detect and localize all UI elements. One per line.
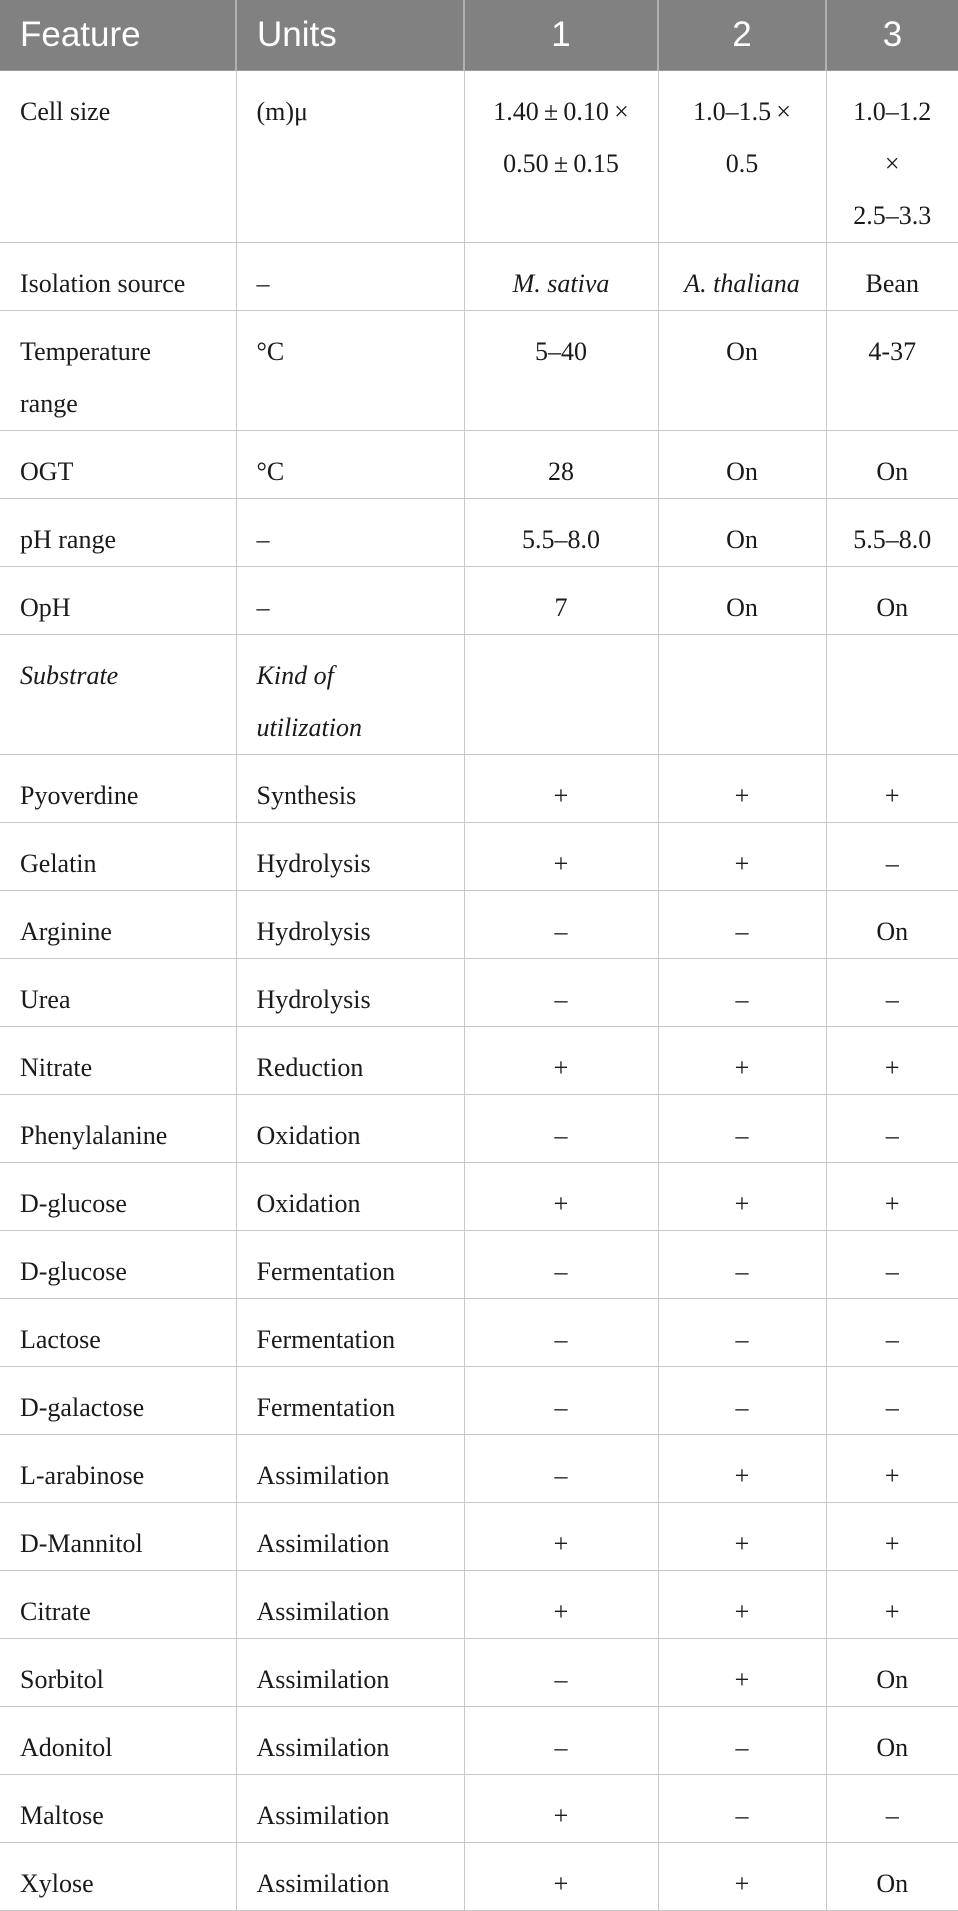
table-row	[0, 1095, 958, 1163]
table-row	[0, 1163, 958, 1231]
cell-units: °C	[236, 431, 464, 499]
cell-feature: Cell size	[0, 71, 236, 243]
cell-col-3	[826, 635, 958, 755]
header-col-3: 3	[826, 0, 958, 71]
cell-col-1: –	[464, 1095, 658, 1163]
cell-line: utilization	[257, 702, 444, 754]
table-row	[0, 1707, 958, 1775]
cell-col-2: –	[658, 1707, 826, 1775]
table-row	[0, 567, 958, 635]
cell-col-1: –	[464, 1299, 658, 1367]
cell-col-1: –	[464, 1435, 658, 1503]
header-col-2: 2	[658, 0, 826, 71]
cell-col-2	[658, 635, 826, 755]
cell-col-1: –	[464, 959, 658, 1027]
cell-units: –	[236, 499, 464, 567]
cell-col-1: 5–40	[464, 311, 658, 431]
cell-feature: Maltose	[0, 1775, 236, 1843]
cell-feature: D-glucose	[0, 1231, 236, 1299]
table-row	[0, 431, 958, 499]
cell-col-1: M. sativa	[464, 243, 658, 311]
cell-col-3: 4-37	[826, 311, 958, 431]
cell-col-1: +	[464, 1571, 658, 1639]
cell-feature: L-arabinose	[0, 1435, 236, 1503]
cell-col-3: –	[826, 959, 958, 1027]
cell-col-2: On	[658, 431, 826, 499]
cell-col-3	[826, 71, 958, 243]
cell-col-1: +	[464, 755, 658, 823]
cell-col-2: +	[658, 1843, 826, 1911]
table-row	[0, 243, 958, 311]
cell-col-3: –	[826, 1775, 958, 1843]
cell-units: Reduction	[236, 1027, 464, 1095]
cell-col-3: –	[826, 1367, 958, 1435]
cell-line: ×	[827, 138, 958, 190]
table-row	[0, 1775, 958, 1843]
cell-col-1: 5.5–8.0	[464, 499, 658, 567]
cell-col-3: On	[826, 1843, 958, 1911]
cell-units: Fermentation	[236, 1231, 464, 1299]
cell-col-2: On	[658, 567, 826, 635]
table-row	[0, 959, 958, 1027]
table-row	[0, 311, 958, 431]
cell-feature: Arginine	[0, 891, 236, 959]
table-row	[0, 1435, 958, 1503]
cell-units: Hydrolysis	[236, 891, 464, 959]
cell-col-2: +	[658, 1027, 826, 1095]
cell-col-3: –	[826, 1231, 958, 1299]
cell-col-1: +	[464, 1843, 658, 1911]
header-col-1: 1	[464, 0, 658, 71]
cell-units: Assimilation	[236, 1571, 464, 1639]
cell-col-2: +	[658, 1435, 826, 1503]
cell-col-3: +	[826, 755, 958, 823]
cell-col-2: –	[658, 959, 826, 1027]
table-row	[0, 891, 958, 959]
cell-col-3: –	[826, 1095, 958, 1163]
cell-col-1: 7	[464, 567, 658, 635]
cell-units: Oxidation	[236, 1163, 464, 1231]
cell-units: Synthesis	[236, 755, 464, 823]
cell-col-2: –	[658, 1775, 826, 1843]
cell-col-3: On	[826, 891, 958, 959]
cell-col-3: +	[826, 1503, 958, 1571]
cell-feature	[0, 311, 236, 431]
cell-units: Oxidation	[236, 1095, 464, 1163]
cell-line: 0.5	[659, 138, 826, 190]
table-row	[0, 755, 958, 823]
cell-units: Assimilation	[236, 1503, 464, 1571]
cell-col-3: 5.5–8.0	[826, 499, 958, 567]
cell-line: 2.5–3.3	[827, 190, 958, 242]
cell-feature: D-glucose	[0, 1163, 236, 1231]
table-row	[0, 823, 958, 891]
cell-units: (m)μ	[236, 71, 464, 243]
cell-col-1	[464, 635, 658, 755]
cell-units	[236, 635, 464, 755]
cell-col-1: –	[464, 891, 658, 959]
cell-line: Kind of	[257, 650, 444, 702]
cell-col-1: +	[464, 1163, 658, 1231]
cell-units: Assimilation	[236, 1639, 464, 1707]
cell-col-2: –	[658, 1299, 826, 1367]
cell-col-2: +	[658, 1639, 826, 1707]
cell-col-2: +	[658, 1571, 826, 1639]
cell-line: Temperature	[20, 326, 216, 378]
cell-units: Hydrolysis	[236, 959, 464, 1027]
cell-feature: Substrate	[0, 635, 236, 755]
header-feature: Feature	[0, 0, 236, 71]
cell-line: range	[20, 378, 216, 430]
cell-col-1: +	[464, 1027, 658, 1095]
cell-col-1: +	[464, 1775, 658, 1843]
cell-col-3: On	[826, 1707, 958, 1775]
table-row	[0, 71, 958, 243]
cell-feature: D-Mannitol	[0, 1503, 236, 1571]
cell-col-1: –	[464, 1367, 658, 1435]
cell-col-1: +	[464, 823, 658, 891]
cell-col-3: +	[826, 1163, 958, 1231]
cell-feature: Nitrate	[0, 1027, 236, 1095]
cell-feature: Citrate	[0, 1571, 236, 1639]
cell-feature: Urea	[0, 959, 236, 1027]
cell-line: 0.50 ± 0.15	[465, 138, 658, 190]
cell-col-2: –	[658, 1231, 826, 1299]
cell-feature: Isolation source	[0, 243, 236, 311]
table-row	[0, 635, 958, 755]
cell-col-1	[464, 71, 658, 243]
cell-units: Assimilation	[236, 1707, 464, 1775]
cell-col-1: –	[464, 1707, 658, 1775]
cell-line: 1.40 ± 0.10 ×	[465, 86, 658, 138]
cell-units: °C	[236, 311, 464, 431]
cell-col-2: –	[658, 891, 826, 959]
table-header	[0, 0, 958, 71]
cell-col-1: +	[464, 1503, 658, 1571]
cell-col-2: On	[658, 499, 826, 567]
cell-units: –	[236, 567, 464, 635]
table-row	[0, 1571, 958, 1639]
cell-col-1: –	[464, 1639, 658, 1707]
cell-col-3: +	[826, 1027, 958, 1095]
cell-col-1: –	[464, 1231, 658, 1299]
cell-feature: pH range	[0, 499, 236, 567]
cell-col-2: –	[658, 1367, 826, 1435]
cell-feature: D-galactose	[0, 1367, 236, 1435]
cell-line: 1.0–1.2	[827, 86, 958, 138]
table-row	[0, 1367, 958, 1435]
cell-feature: OGT	[0, 431, 236, 499]
table-row	[0, 1843, 958, 1911]
cell-feature: Gelatin	[0, 823, 236, 891]
cell-col-3: +	[826, 1571, 958, 1639]
cell-feature: Phenylalanine	[0, 1095, 236, 1163]
cell-feature: Adonitol	[0, 1707, 236, 1775]
cell-units: –	[236, 243, 464, 311]
table-row	[0, 1503, 958, 1571]
cell-units: Assimilation	[236, 1843, 464, 1911]
cell-units: Hydrolysis	[236, 823, 464, 891]
cell-col-3: On	[826, 1639, 958, 1707]
cell-col-2: +	[658, 823, 826, 891]
cell-feature: Xylose	[0, 1843, 236, 1911]
cell-feature: OpH	[0, 567, 236, 635]
cell-col-3: On	[826, 431, 958, 499]
cell-col-3: Bean	[826, 243, 958, 311]
cell-units: Assimilation	[236, 1435, 464, 1503]
cell-units: Fermentation	[236, 1299, 464, 1367]
cell-col-2: On	[658, 311, 826, 431]
table-row	[0, 1639, 958, 1707]
cell-col-3: –	[826, 1299, 958, 1367]
cell-col-1: 28	[464, 431, 658, 499]
cell-feature: Lactose	[0, 1299, 236, 1367]
header-row	[0, 0, 958, 71]
cell-feature: Pyoverdine	[0, 755, 236, 823]
cell-units: Fermentation	[236, 1367, 464, 1435]
cell-col-2: +	[658, 1503, 826, 1571]
header-units: Units	[236, 0, 464, 71]
table-row	[0, 1231, 958, 1299]
table-row	[0, 1299, 958, 1367]
table-row	[0, 499, 958, 567]
cell-col-3: –	[826, 823, 958, 891]
cell-col-2: +	[658, 755, 826, 823]
cell-line: 1.0–1.5 ×	[659, 86, 826, 138]
cell-units: Assimilation	[236, 1775, 464, 1843]
table-row	[0, 1027, 958, 1095]
cell-col-2: A. thaliana	[658, 243, 826, 311]
cell-feature: Sorbitol	[0, 1639, 236, 1707]
cell-col-2: –	[658, 1095, 826, 1163]
cell-col-3: On	[826, 567, 958, 635]
cell-col-2: +	[658, 1163, 826, 1231]
table-body	[0, 71, 958, 1911]
cell-col-3: +	[826, 1435, 958, 1503]
cell-col-2	[658, 71, 826, 243]
